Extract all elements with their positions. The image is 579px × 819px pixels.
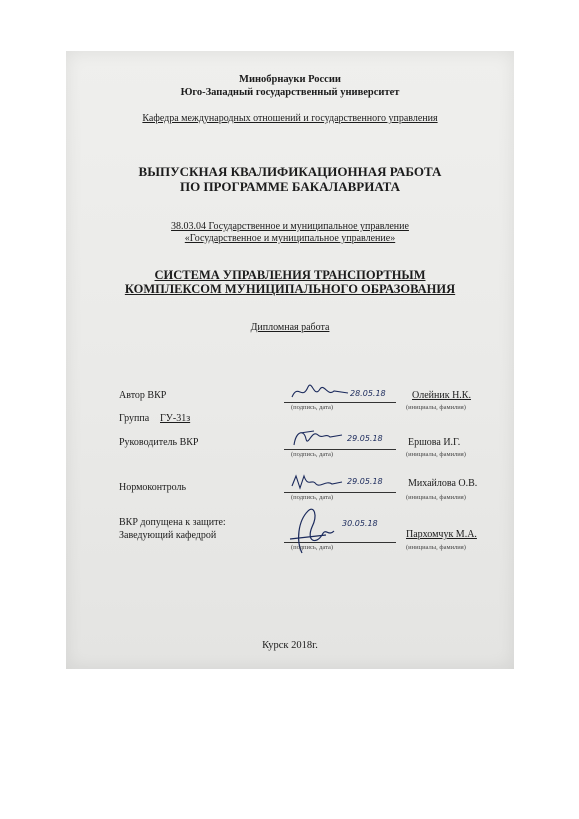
supervisor-date: 29.05.18 xyxy=(347,434,383,443)
normcontrol-name: Михайлова О.В. xyxy=(408,478,478,489)
author-sign-caption: (подпись, дата) xyxy=(291,404,334,411)
department-name: Кафедра международных отношений и государственного управления xyxy=(142,113,438,124)
author-name: Олейник Н.К. xyxy=(412,390,471,401)
supervisor-signature-icon xyxy=(290,425,350,451)
head-date: 30.05.18 xyxy=(342,519,378,528)
header-block xyxy=(66,73,514,99)
university-name: Юго-Западный государственный университет xyxy=(180,87,400,98)
supervisor-label: Руководитель ВКР xyxy=(119,437,199,448)
head-name-caption: (инициалы, фамилия) xyxy=(406,544,466,551)
specialty-code-name: 38.03.04 Государственное и муниципальное управление xyxy=(171,221,409,232)
group-label: Группа xyxy=(119,413,150,424)
supervisor-name: Ершова И.Г. xyxy=(408,437,461,448)
author-date: 28.05.18 xyxy=(350,389,386,398)
ministry-name: Минобрнауки России xyxy=(239,74,341,85)
normcontrol-signature-icon xyxy=(288,470,348,494)
head-name: Пархомчук М.А. xyxy=(406,529,477,540)
supervisor-sign-caption: (подпись, дата) xyxy=(291,451,334,458)
head-label: Заведующий кафедрой xyxy=(119,530,217,541)
city-year: Курск 2018г. xyxy=(262,640,318,651)
normcontrol-sign-caption: (подпись, дата) xyxy=(291,494,334,501)
normcontrol-date: 29.05.18 xyxy=(347,477,383,486)
document-photo xyxy=(66,51,514,669)
work-kind: Дипломная работа xyxy=(250,322,330,333)
author-signature-icon xyxy=(288,381,358,403)
thesis-topic xyxy=(66,268,514,296)
normcontrol-name-caption: (инициалы, фамилия) xyxy=(406,494,466,501)
normcontrol-label: Нормоконтроль xyxy=(119,482,187,493)
head-sign-caption: (подпись, дата) xyxy=(291,544,334,551)
supervisor-name-caption: (инициалы, фамилия) xyxy=(406,451,466,458)
group-value: ГУ-31з xyxy=(160,413,191,424)
work-title-line-1: ВЫПУСКНАЯ КВАЛИФИКАЦИОННАЯ РАБОТА xyxy=(138,164,442,179)
author-label: Автор ВКР xyxy=(119,390,167,401)
work-title xyxy=(66,164,514,194)
thesis-topic-line-2: КОМПЛЕКСОМ МУНИЦИПАЛЬНОГО ОБРАЗОВАНИЯ xyxy=(124,282,456,296)
work-title-line-2: ПО ПРОГРАММЕ БАКАЛАВРИАТА xyxy=(179,179,401,194)
admitted-label: ВКР допущена к защите: xyxy=(119,517,226,528)
thesis-topic-line-1: СИСТЕМА УПРАВЛЕНИЯ ТРАНСПОРТНЫМ xyxy=(154,268,426,282)
specialty-caption xyxy=(66,245,514,257)
specialty-block xyxy=(66,221,514,257)
specialty-profile: «Государственное и муниципальное управление» xyxy=(184,233,396,244)
author-name-caption: (инициалы, фамилия) xyxy=(406,404,466,411)
